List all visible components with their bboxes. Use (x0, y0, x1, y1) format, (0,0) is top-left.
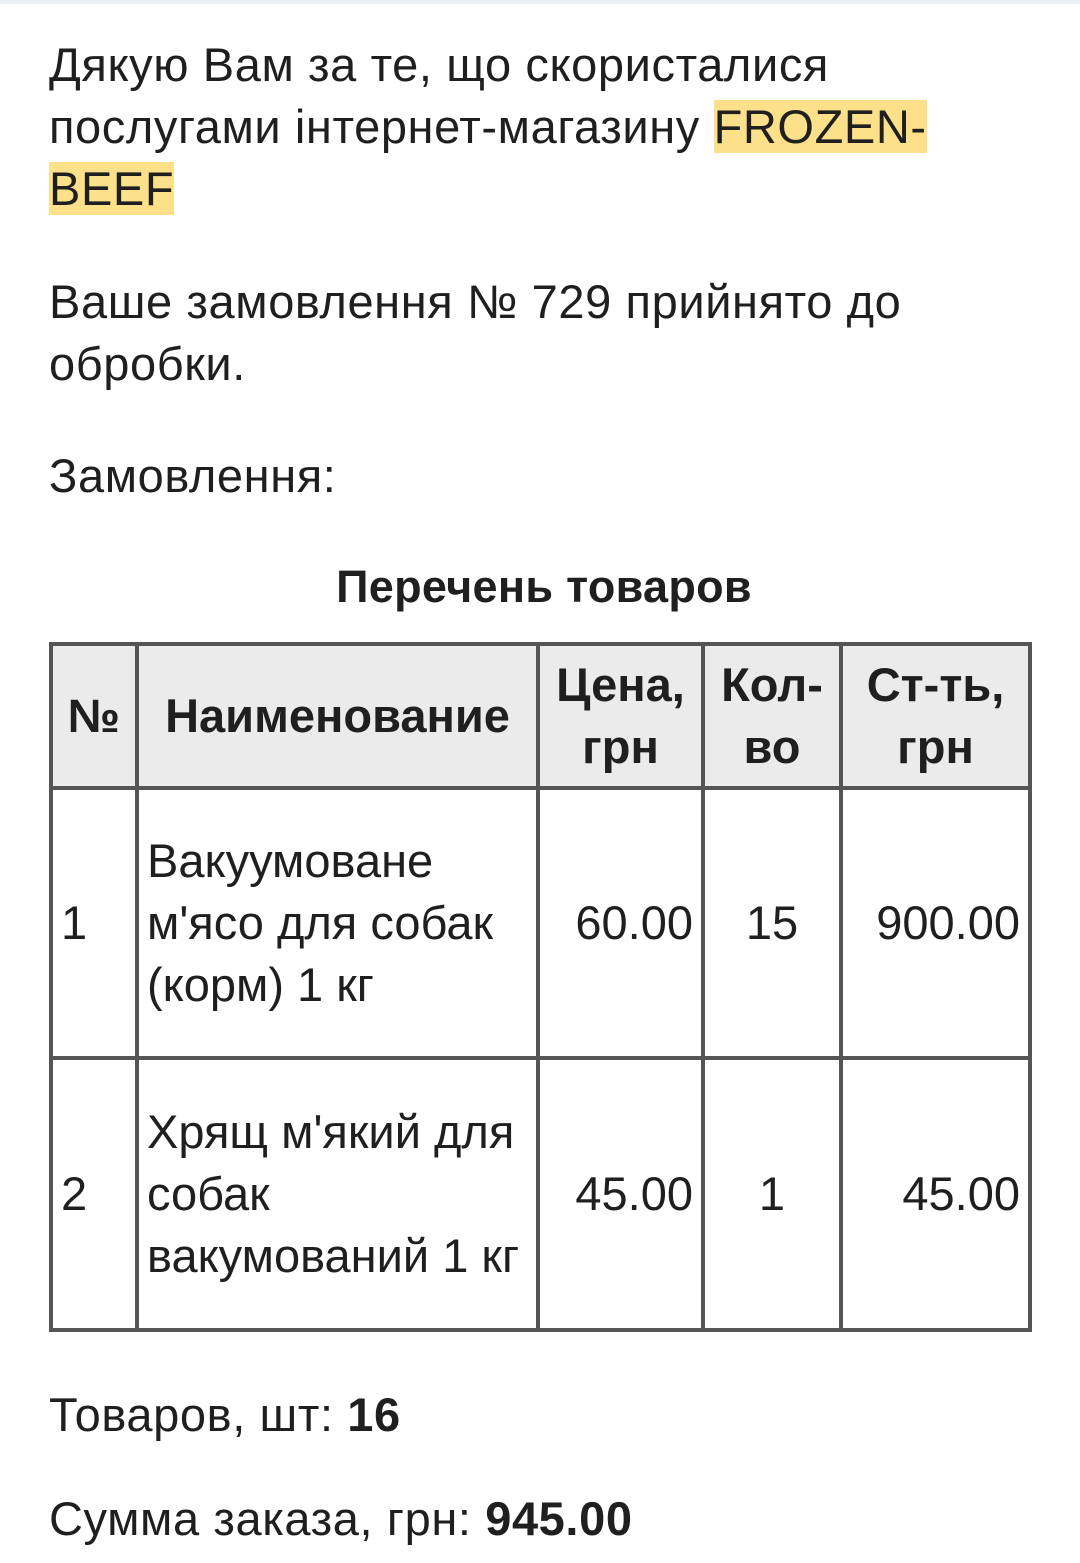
order-accepted-message: Ваше замовлення № 729 прийнято до обробки. (49, 275, 902, 390)
row-name: Хрящ м'який для собак вакумований 1 кг (137, 1058, 538, 1330)
top-divider (0, 0, 1080, 4)
items-count-label: Товаров, шт: (49, 1388, 348, 1441)
items-table-title: Перечень товаров (336, 561, 752, 612)
row-name: Вакуумоване м'ясо для собак (корм) 1 кг (137, 788, 538, 1058)
thanks-message (49, 34, 1039, 220)
items-count (49, 1384, 401, 1446)
order-label: Замовлення: (49, 449, 337, 502)
row-num: 1 (51, 788, 137, 1058)
table-row (51, 1058, 1030, 1330)
row-sum: 45.00 (841, 1058, 1030, 1330)
header-sum: Ст-ть, грн (841, 644, 1030, 788)
email-body (49, 34, 1039, 615)
shop-name-highlight: FROZEN-BEEF (49, 100, 927, 215)
row-price: 45.00 (538, 1058, 703, 1330)
header-name: Наименование (137, 644, 538, 788)
row-qty: 1 (703, 1058, 841, 1330)
order-total-label: Сумма заказа, грн: (49, 1492, 486, 1545)
table-row (51, 788, 1030, 1058)
header-num: № (51, 644, 137, 788)
thanks-text: Дякую Вам за те, що скористалися послугами інтернет-магазину (49, 38, 829, 153)
row-price: 60.00 (538, 788, 703, 1058)
items-count-value: 16 (347, 1388, 401, 1441)
order-total-value: 945.00 (485, 1492, 633, 1545)
row-num: 2 (51, 1058, 137, 1330)
items-table (49, 642, 1032, 1332)
row-qty: 15 (703, 788, 841, 1058)
header-price: Цена, грн (538, 644, 703, 788)
row-sum: 900.00 (841, 788, 1030, 1058)
order-total (49, 1488, 633, 1550)
header-qty: Кол-во (703, 644, 841, 788)
table-header-row (51, 644, 1030, 788)
